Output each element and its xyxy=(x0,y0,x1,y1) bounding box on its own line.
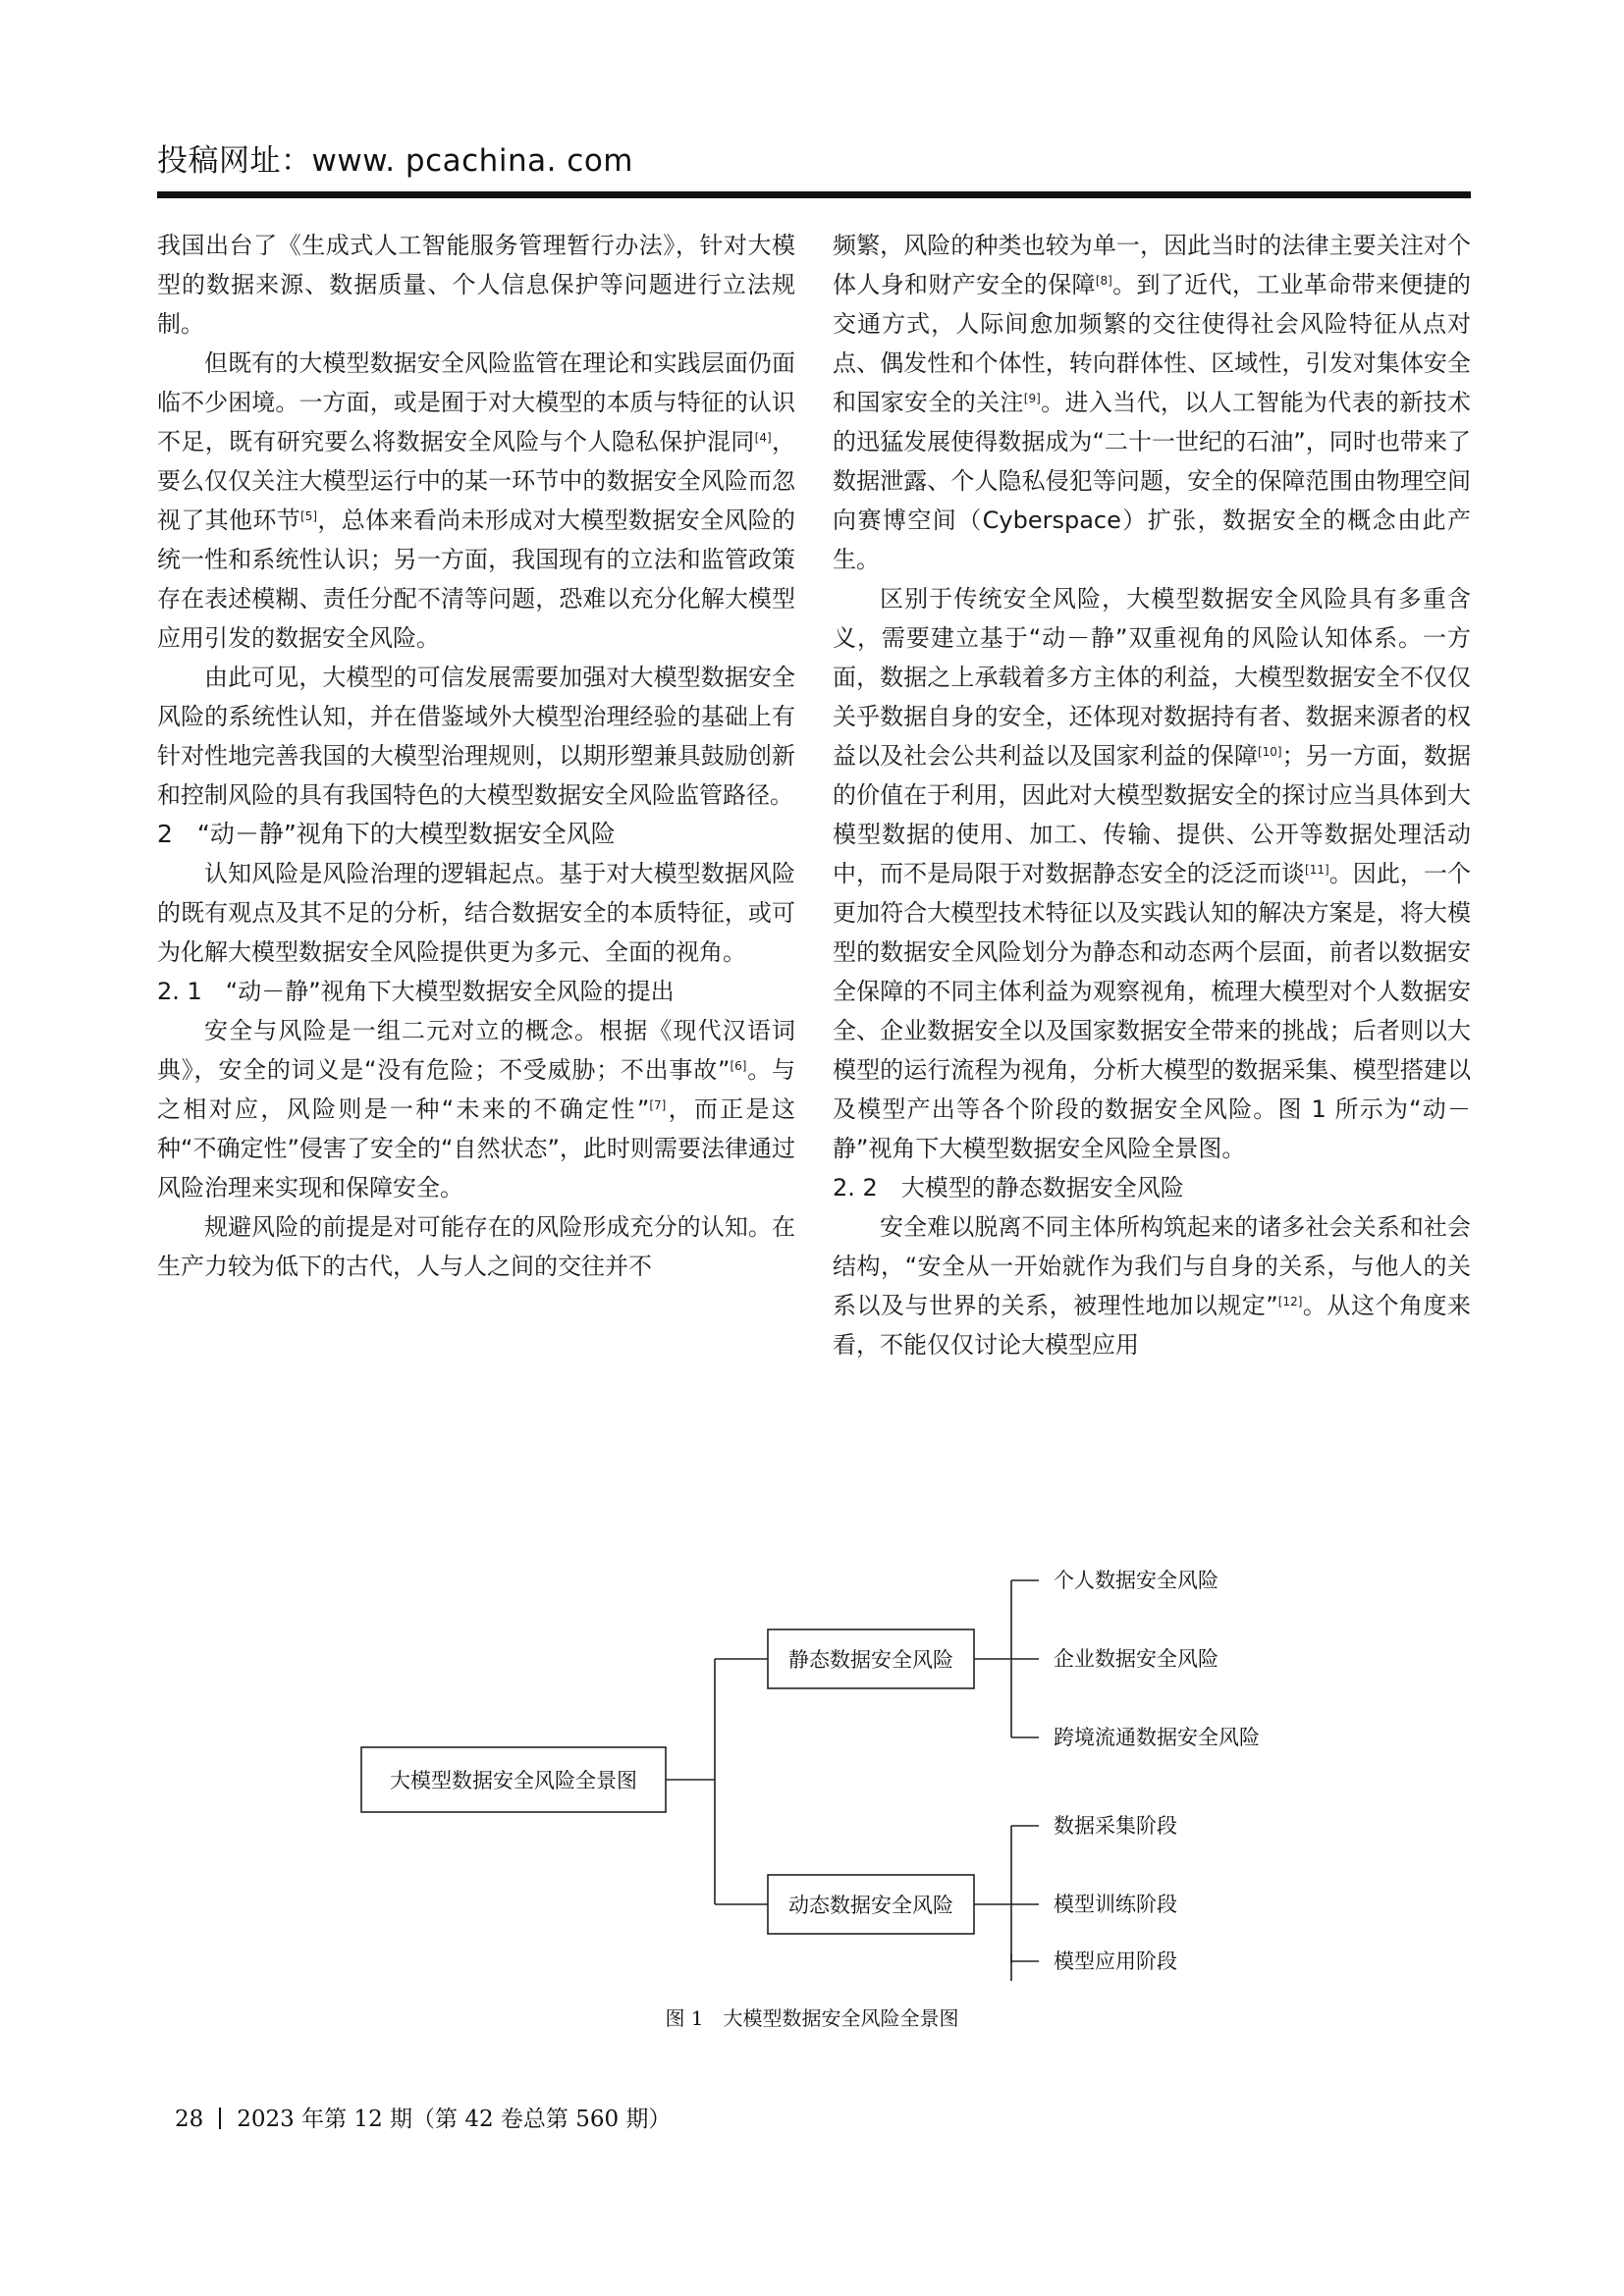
citation-ref[interactable]: [6] xyxy=(730,1059,747,1073)
paragraph-text: 。因此，一个更加符合大模型技术特征以及实践认知的解决方案是，将大模型的数据安全风险划分为静态和动态两个层面，前者以数据安全保障的不同主体利益为观察视角，梳理大模型对个人数据安全、企业数据安全以及国家数据安全带来的挑战；后者则以大模型的运行流程为视角，分析大模型的数据采集、模型搭建以及模型产出等各个阶段的数据安全风险。图 1 所示为“动－静”视角下大模型数据安全风险全景图。 xyxy=(833,860,1472,1162)
header-rule xyxy=(157,191,1471,198)
citation-ref[interactable]: [10] xyxy=(1257,745,1282,759)
page-number: 28 xyxy=(175,2107,204,2132)
citation-ref[interactable]: [7] xyxy=(649,1098,667,1112)
left-column xyxy=(157,226,795,1286)
paragraph xyxy=(833,1207,1471,1364)
citation-ref[interactable]: [5] xyxy=(300,509,318,523)
paragraph xyxy=(157,658,795,815)
right-column xyxy=(833,226,1471,1364)
paragraph-text: 。从这个角度来看，不能仅仅讨论大模型应用 xyxy=(833,1292,1472,1359)
citation-ref[interactable]: [9] xyxy=(1023,392,1041,405)
paragraph xyxy=(157,854,795,972)
dynamic-item-application: 模型应用阶段 xyxy=(1054,1949,1177,1973)
static-item-enterprise: 企业数据安全风险 xyxy=(1054,1647,1218,1671)
paragraph-text: 安全难以脱离不同主体所构筑起来的诸多社会关系和社会结构，“安全从一开始就作为我们与自身的关系，与他人的关系以及与世界的关系，被理性地加以规定” xyxy=(833,1213,1471,1319)
issue-info: 2023 年第 12 期（第 42 卷总第 560 期） xyxy=(237,2107,672,2132)
citation-ref[interactable]: [11] xyxy=(1305,863,1329,877)
dynamic-item-collection: 数据采集阶段 xyxy=(1054,1814,1177,1838)
citation-ref[interactable]: [4] xyxy=(754,431,772,445)
paragraph xyxy=(833,226,1471,579)
paragraph-text: ；另一方面，数据的价值在于利用，因此对大模型数据安全的探讨应当具体到大模型数据的使用、加工、传输、提供、公开等数据处理活动中，而不是局限于对数据静态安全的泛泛而谈 xyxy=(833,742,1472,887)
paragraph-text: 认知风险是风险治理的逻辑起点。基于对大模型数据风险的既有观点及其不足的分析，结合数据安全的本质特征，或可为化解大模型数据安全风险提供更为多元、全面的视角。 xyxy=(157,860,795,966)
paragraph-text: 由此可见，大模型的可信发展需要加强对大模型数据安全风险的系统性认知，并在借鉴域外大模型治理经验的基础上有针对性地完善我国的大模型治理规则，以期形塑兼具鼓励创新和控制风险的具有我国特色的大模型数据安全风险监管路径。 xyxy=(157,664,795,809)
paragraph-text: 区别于传统安全风险，大模型数据安全风险具有多重含义，需要建立基于“动－静”双重视角的风险认知体系。一方面，数据之上承载着多方主体的利益，大模型数据安全不仅仅关乎数据自身的安全，还体现对数据持有者、数据来源者的权益以及社会公共利益以及国家利益的保障 xyxy=(833,585,1471,770)
paragraph-text: 。与之相对应，风险则是一种“未来的不确定性” xyxy=(157,1056,796,1123)
paragraph-text: 我国出台了《生成式人工智能服务管理暂行办法》，针对大模型的数据来源、数据质量、个人信息保护等问题进行立法规制。 xyxy=(157,232,795,338)
paragraph-text: ，总体来看尚未形成对大模型数据安全风险的统一性和系统性认识；另一方面，我国现有的立法和监管政策存在表述模糊、责任分配不清等问题，恐难以充分化解大模型应用引发的数据安全风险。 xyxy=(157,507,795,652)
page-footer xyxy=(175,2101,671,2133)
dynamic-item-training: 模型训练阶段 xyxy=(1054,1893,1177,1916)
paragraph-text: 规避风险的前提是对可能存在的风险形成充分的认知。在生产力较为低下的古代，人与人之间的交往并不 xyxy=(157,1213,795,1280)
paragraph-text: 但既有的大模型数据安全风险监管在理论和实践层面仍面临不少困境。一方面，或是囿于对大模型的本质与特征的认识不足，既有研究要么将数据安全风险与个人隐私保护混同 xyxy=(157,349,795,455)
section-heading: 2 “动－静”视角下的大模型数据安全风险 xyxy=(157,820,616,848)
paragraph xyxy=(157,344,795,658)
paragraph-text: 。到了近代，工业革命带来便捷的交通方式，人际间愈加频繁的交往使得社会风险特征从点对点、偶发性和个体性，转向群体性、区域性，引发对集体安全和国家安全的关注 xyxy=(833,271,1472,416)
paragraph xyxy=(157,226,795,344)
paragraph-text: ，要么仅仅关注大模型运行中的某一环节中的数据安全风险而忽视了其他环节 xyxy=(157,428,796,534)
dynamic-item-layer xyxy=(0,1551,1624,1983)
citation-ref[interactable]: [8] xyxy=(1095,274,1112,288)
paragraph xyxy=(833,579,1471,1168)
dynamic-branch-label: 动态数据安全风险 xyxy=(788,1894,953,1917)
paragraph xyxy=(157,1011,795,1207)
paragraph xyxy=(157,1207,795,1286)
static-branch-label: 静态数据安全风险 xyxy=(788,1648,953,1672)
subsection-heading: 2. 2 大模型的静态数据安全风险 xyxy=(833,1174,1184,1201)
paragraph-text: 安全与风险是一组二元对立的概念。根据《现代汉语词典》，安全的词义是“没有危险；不受威胁；不出事故” xyxy=(157,1017,795,1084)
journal-header: 投稿网址：www. pcachina. com xyxy=(157,143,634,179)
paragraph-text: 频繁，风险的种类也较为单一，因此当时的法律主要关注对个体人身和财产安全的保障 xyxy=(833,232,1471,298)
static-item-personal: 个人数据安全风险 xyxy=(1054,1569,1218,1592)
paragraph-text: 。进入当代，以人工智能为代表的新技术的迅猛发展使得数据成为“二十一世纪的石油”，同时也带来了数据泄露、个人隐私侵犯等问题，安全的保障范围由物理空间向赛博空间（Cyberspace）扩张，数据安全的概念由此产生。 xyxy=(833,389,1472,573)
citation-ref[interactable]: [12] xyxy=(1277,1295,1303,1308)
root-label: 大模型数据安全风险全景图 xyxy=(390,1769,637,1792)
figure-caption: 图 1 大模型数据安全风险全景图 xyxy=(665,2006,959,2030)
subsection-heading: 2. 1 “动－静”视角下大模型数据安全风险的提出 xyxy=(157,978,675,1005)
paragraph-text: ，而正是这种“不确定性”侵害了安全的“自然状态”，此时则需要法律通过风险治理来实现和保障安全。 xyxy=(157,1095,796,1201)
footer-separator xyxy=(219,2108,221,2129)
static-item-crossborder: 跨境流通数据安全风险 xyxy=(1054,1726,1260,1749)
